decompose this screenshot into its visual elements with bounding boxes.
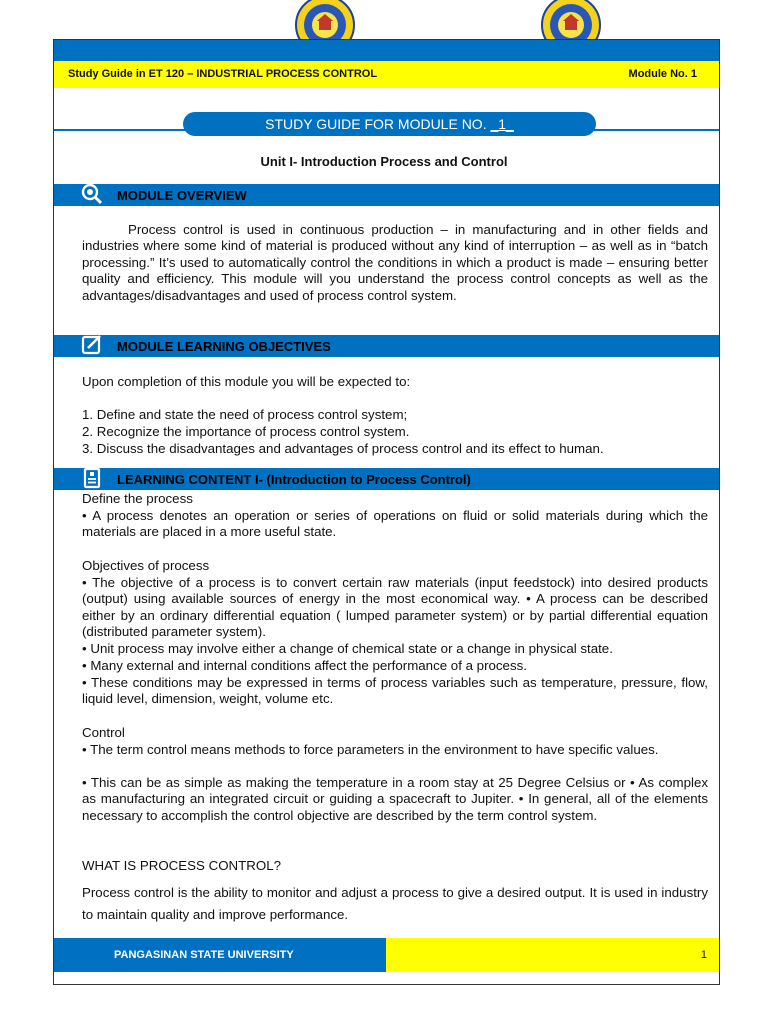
unit-title: Unit I- Introduction Process and Control [260, 154, 508, 169]
header-yellow-bar [54, 61, 719, 88]
module-overview-heading: MODULE OVERVIEW [117, 188, 247, 203]
what-is-process-control-title: WHAT IS PROCESS CONTROL? [82, 858, 281, 873]
banner-module-number: _1_ [490, 116, 514, 132]
study-guide-banner [183, 112, 596, 136]
course-title: Study Guide in ET 120 – INDUSTRIAL PROCESS CONTROL [68, 68, 378, 80]
objective-item-3: 3. Discuss the disadvantages and advantages of process control and its effect to human. [82, 441, 604, 456]
what-is-process-control-text: Process control is the ability to monitor and adjust a process to give a desired output. It is used in industry to maintain quality and improve performance. [82, 885, 708, 922]
document-icon [80, 466, 104, 490]
footer-university-bar [54, 938, 386, 972]
module-overview-bar [54, 184, 719, 206]
process-bullet-1: • Unit process may involve either a change of chemical state or a change in physical state. [82, 641, 613, 656]
process-bullet-3: • These conditions may be expressed in terms of process variables such as temperature, pressure, flow, liquid level, dimension, weight, volume etc. [82, 675, 708, 707]
page-number: 1 [700, 949, 707, 961]
learning-content-bar [54, 468, 719, 490]
objective-item-2: 2. Recognize the importance of process control system. [82, 424, 410, 439]
edit-note-icon [80, 333, 104, 357]
footer-university: PANGASINAN STATE UNIVERSITY [114, 949, 294, 961]
learning-objectives-heading: MODULE LEARNING OBJECTIVES [117, 339, 331, 354]
define-process-text: • A process denotes an operation or series of operations on fluid or solid materials during which the materials are placed in a more useful state. [82, 508, 708, 540]
learning-objectives-bar [54, 335, 719, 357]
objectives-intro: Upon completion of this module you will be expected to: [82, 374, 411, 389]
define-process-title: Define the process [82, 491, 193, 506]
objectives-of-process-title: Objectives of process [82, 558, 210, 573]
process-bullet-2: • Many external and internal conditions affect the performance of a process. [82, 658, 527, 673]
banner-title: STUDY GUIDE FOR MODULE NO. [265, 116, 491, 132]
control-title: Control [82, 725, 125, 740]
module-number: Module No. 1 [628, 68, 697, 80]
magnifier-icon [80, 182, 104, 206]
header-blue-bar [54, 40, 719, 61]
objectives-of-process-text: • The objective of a process is to convert certain raw materials (input feedstock) into desired products (output) using available sources of energy in the most economical way. • A process can be described either by an ordinary differential equation ( lumped parameter system) or by partial differential equation (distributed parameter system). [82, 575, 708, 640]
overview-text: Process control is used in continuous production – in manufacturing and in other fields and industries where some kind of material is produced without any kind of interruption – as well as in “batch processing.” It’s used to automatically control the conditions in which a product is made – ensuring better quality and efficiency. This module will you understand the process control concepts as well as the advantages/disadvantages and used of process control system. [82, 222, 708, 303]
control-text-2: • This can be as simple as making the temperature in a room stay at 25 Degree Celsius or • As complex as manufacturing an integrated circuit or guiding a spacecraft to Jupiter. • In general, all of the elements necessary to accomplish the control objective are described by the term control system. [82, 775, 708, 823]
learning-content-heading: LEARNING CONTENT I- (Introduction to Process Control) [117, 472, 471, 487]
control-text-1: • The term control means methods to force parameters in the environment to have specific values. [82, 742, 659, 757]
footer-page-bar [386, 938, 719, 972]
objective-item-1: 1. Define and state the need of process control system; [82, 407, 408, 422]
